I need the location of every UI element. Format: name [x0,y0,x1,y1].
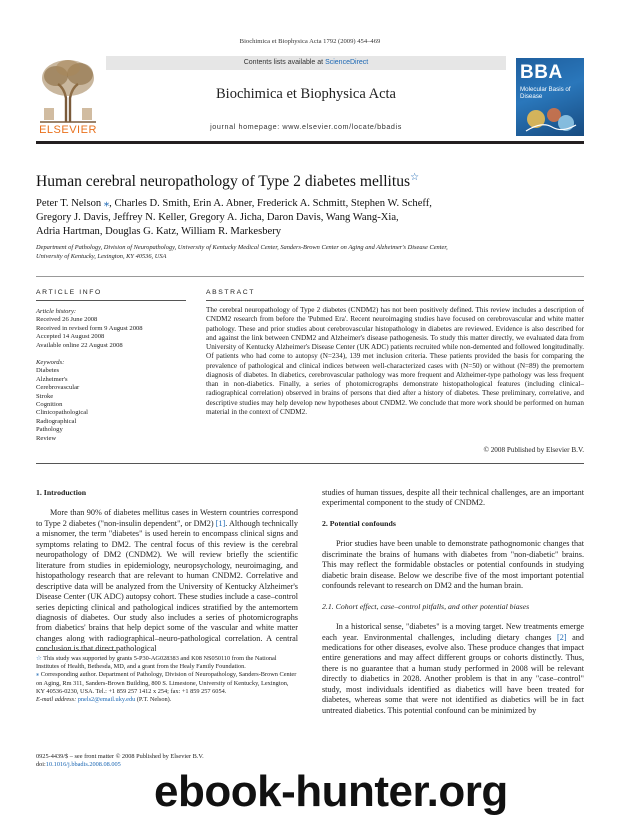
history-accepted: Accepted 14 August 2008 [36,333,105,341]
cohort-paragraph [322,622,584,716]
article-info-label: ARTICLE INFO [36,289,102,296]
keyword: Cerebrovascular [36,384,80,392]
article-info-rule [36,300,186,301]
authors-line-1-rest: , Charles D. Smith, Erin A. Abner, Frederick A. Schmitt, Stephen W. Scheff, [109,198,432,209]
keyword: Cognition [36,401,63,409]
authors-line-3: Adria Hartman, Douglas G. Katz, William R. Markesbery [36,226,282,238]
corresponding-text: Corresponding author. Department of Pathology, Division of Neuropathology, Sanders-Brown Center on Aging, Rm 311, Sanders-Brown Building, 800 S. Limestone, University of Kentucky, Lexington, KY 40536-0230, USA. Tel.: +1 859 257 1412 x 254; fax: +1 859 257 6054. [36,671,297,695]
article-info [36,308,186,443]
affiliation-rule [36,276,584,277]
intro-text-a: More than 90% of diabetes mellitus cases in Western countries correspond to Type 2 diabetes ("non-insulin dependent", or DM2) [36,508,298,528]
journal-reference: Biochimica et Biophysica Acta 1792 (2009) 454–469 [239,38,381,45]
keyword: Alzheimer's [36,375,68,383]
header-rule [36,141,584,144]
right-column [322,488,584,716]
cover-title: BBA [520,62,563,83]
journal-cover-image [516,58,584,136]
keyword: Stroke [36,392,54,400]
article-title [36,172,584,191]
continued-paragraph: studies of human tissues, despite all their technical challenges, are an important experimental component to the study of CNDM2. [322,488,584,508]
affiliation-line-2: University of Kentucky, Lexington, KY 40536, USA [36,252,167,260]
keyword: Pathology [36,426,63,434]
email-label: E-mail address: [36,696,78,704]
email-link[interactable]: pnels2@email.uky.edu [77,696,136,704]
footnote-funding [36,655,298,671]
journal-header [36,56,584,138]
footnote-corresponding [36,671,298,696]
cover-illustration-icon [522,103,578,133]
footnote-rule [36,650,116,651]
history-label: Article history: [36,308,77,315]
sciencedirect-link[interactable]: ScienceDirect [325,59,369,66]
author-list [36,197,584,240]
citation-link[interactable]: [2] [557,632,567,642]
keyword: Clinicopathological [36,409,89,417]
abstract-copyright: © 2008 Published by Elsevier B.V. [483,446,584,454]
intro-text-b: . Although technically a misnomer, the term "diabetes" is used herein to encompass clinical signs and symptoms relating to DM2. The central focus of this review is the cerebral neuropathology of DM2 (CNDM2). We will review briefly the scientific literature from studies in epidemiology, neuropsychology, neuroimaging, and histopathology research that are relevant to human CNDM2. Correlative and descriptive data will be analyzed from the University of Kentucky Alzheimer's Disease Center (UK ADC) autopsy cohort. These studies include a case–control series depicting clinical and pathological indices stratified by the antemortem diagnosis of diabetes. Our study also includes a series of photomicrographs from diabetics' brains that help depict some of the vascular and white matter changes along with radiographical–neuro-pathological correlation. A central conclusion is that direct pathological [36,518,298,654]
contents-text: Contents lists available at [243,59,326,66]
cover-subtitle: Molecular Basis of Disease [520,86,571,100]
keywords-label: Keywords: [36,359,65,367]
first-author: Peter T. Nelson [36,198,102,209]
doi-link[interactable]: 10.1016/j.bbadis.2008.08.005 [45,761,121,769]
history-revised: Received in revised form 9 August 2008 [36,324,143,332]
contents-bar [106,56,506,70]
confounds-heading: 2. Potential confounds [322,518,396,528]
cohort-text-b: and medications for other diseases, evolve also. These produce changes that impact entire generations and may affect different groups or cohorts distinctly. Thus, there is no guarantee that a human study performed in 2008 will be relevant directly to diabetics in 2028. Another problem is that in any "case–control" study, most individuals identified as diabetics will have been treated for diabetes, whereas some that were not identified as diabetics will be in fact untreated diabetics. This potential confound can be minimized by [322,632,584,715]
cohort-subheading: 2.1. Cohort effect, case–control pitfalls, and other potential biases [322,601,530,611]
title-footnote-mark[interactable]: ☆ [410,172,420,183]
abstract-rule [206,300,584,301]
history-online: Available online 22 August 2008 [36,341,123,349]
funding-footnote-mark: ☆ [36,655,42,662]
authors-line-2: Gregory J. Davis, Jeffrey N. Keller, Gregory A. Jicha, Daron Davis, Wang Wang-Xia, [36,212,399,224]
elsevier-logo [36,58,100,136]
watermark: ebook-hunter.org [154,767,508,816]
authors-line-1 [36,197,584,211]
journal-banner [106,56,506,138]
intro-heading: 1. Introduction [36,488,87,497]
corresponding-footnote-mark: ⁎ [36,671,40,679]
keyword: Radiographical [36,417,77,425]
elsevier-tree-icon [36,58,100,124]
intro-paragraph [36,508,298,654]
abstract-text: The cerebral neuropathology of Type 2 diabetes (CNDM2) has not been positively defined. This review includes a description of CNDM2 research from before the 'Pubmed Era'. Recent neuroimaging studies have focused on cerebrovascular and white matter pathology. These and prior studies about cerebrovascular histopathology in diabetes are reviewed. Evidence is also described for and against the link between CNDM2 and Alzheimer's disease pathogenesis. To study this matter directly, we evaluated data from University of Kentucky Alzheimer's Disease Center (UK ADC) patients recruited while non-demented and followed longitudinally. Of patients who had come to autopsy (N=234), 139 met inclusion criteria. These patients provided the basis for comparing the prevalence of pathological and clinical indices between well-characterized cases with (N=50) or without (N=89) the premortem diagnosis of diabetes. In diabetics, cerebrovascular pathology was more frequent and Alzheimer-type pathology was less frequent than in non-diabetics. Finally, a series of photomicrographs demonstrate histopathological features (including clinical–radiographical correlation) observed in brains of persons that died after a history of diabetes. These preliminary, correlative, and descriptive studies may help develop new hypotheses about CNDM2. We conclude that more work should be performed on human material in the context of CNDM2. [206,306,584,416]
funding-text: This study was supported by grants 5-P30-AG028383 and K08 NS050110 from the National Institutes of Health, Bethesda, MD, and a grant from the Healy Family Foundation. [36,655,277,671]
abstract-label: ABSTRACT [206,289,256,296]
affiliation-line-1: Department of Pathology, Division of Neuropathology, University of Kentucky Medical Center, Sanders-Brown Center on Aging and Alzheimer's Disease Center, [36,244,448,251]
front-matter-issn: 0925-4439/$ – see front matter © 2008 Published by Elsevier B.V. [36,753,204,760]
citation-link[interactable]: [1] [215,518,226,528]
keyword: Diabetes [36,367,60,375]
cohort-text-a: In a historical sense, "diabetes" is a moving target. New treatments emerge each year. Environmental challenges, including dietary changes [322,622,584,642]
email-owner: (P.T. Nelson). [135,696,172,704]
doi-prefix: doi: [36,761,46,769]
history-received: Received 26 June 2008 [36,316,98,324]
corresponding-author-mark[interactable]: ⁎ [101,198,110,209]
elsevier-wordmark: ELSEVIER [39,124,97,136]
keyword: Review [36,434,57,442]
abstract-bottom-rule [36,463,584,464]
journal-title: Biochimica et Biophysica Acta [216,86,396,102]
article-title-text: Human cerebral neuropathology of Type 2 diabetes mellitus [36,173,411,191]
affiliation [36,244,584,261]
left-column [36,488,298,655]
confounds-paragraph: Prior studies have been unable to demonstrate pathognomonic changes that discriminate the brains of humans with diabetes from "non-diabetic" brains. This may reflect the formidable obstacles or potential confounds in studying diabetic brain disease. Below we describe five of the most important potential confounds relevant to research on DM2 and the human brain. [322,539,584,591]
footnote-email [36,696,298,704]
footnotes [36,655,298,704]
journal-homepage[interactable]: journal homepage: www.elsevier.com/locate/bbadis [210,122,402,131]
